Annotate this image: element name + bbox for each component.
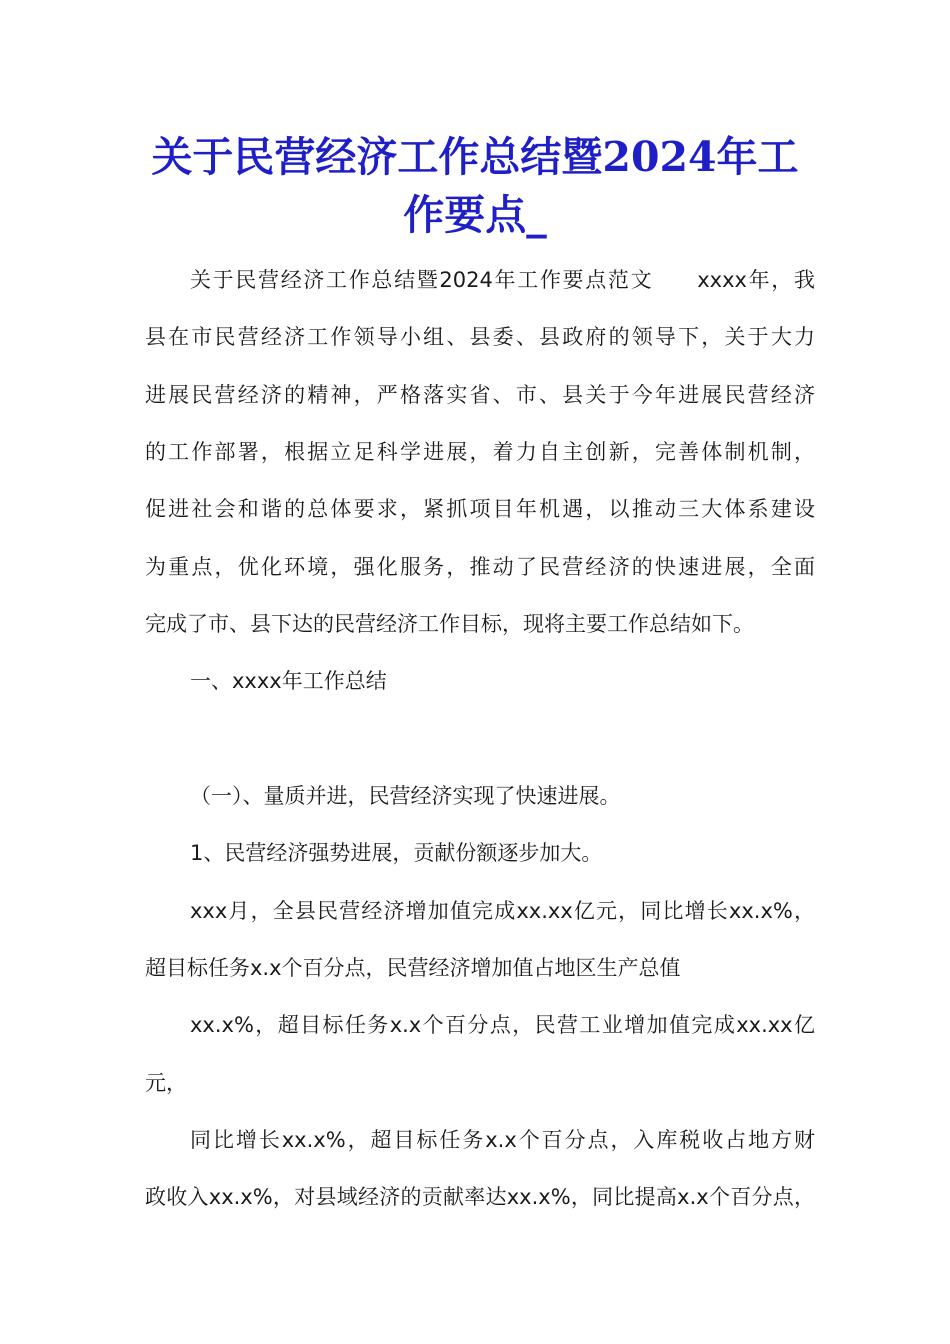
paragraph-intro-line1 [190, 265, 815, 295]
paragraph-intro-line: 的工作部署，根据立足科学进展，着力自主创新，完善体制机制， [145, 440, 815, 464]
document-title-line2: 作要点_ [403, 191, 547, 239]
document-title-line1: 关于民营经济工作总结暨2024年工 [151, 133, 799, 181]
section-heading-3: 1、民营经济强势进展，贡献份额逐步加大。 [190, 841, 603, 865]
section-heading-1: 一、xxxx年工作总结 [190, 669, 387, 693]
paragraph-line: 政收入xx.x%，对县域经济的贡献率达xx.x%，同比提高x.x个百分点， [145, 1185, 815, 1209]
paragraph-line: 超目标任务x.x个百分点，民营经济增加值占地区生产总值 [145, 956, 681, 980]
paragraph-intro-line: 为重点，优化环境，强化服务，推动了民营经济的快速进展，全面 [145, 555, 815, 579]
paragraph-intro-line: 完成了市、县下达的民营经济工作目标，现将主要工作总结如下。 [145, 612, 754, 636]
paragraph-line: xxx月，全县民营经济增加值完成xx.xx亿元，同比增长xx.x%， [190, 899, 815, 923]
paragraph-line: 元， [145, 1071, 187, 1095]
intro-text-part2: xxxx年，我 [697, 268, 815, 292]
paragraph-line: 同比增长xx.x%，超目标任务x.x个百分点，入库税收占地方财 [190, 1128, 815, 1152]
section-heading-2: （一）、量质并进，民营经济实现了快速进展。 [190, 784, 621, 808]
paragraph-intro-line: 县在市民营经济工作领导小组、县委、县政府的领导下，关于大力 [145, 325, 815, 349]
intro-text-part1: 关于民营经济工作总结暨2024年工作要点范文 [190, 268, 654, 292]
paragraph-line: xx.x%，超目标任务x.x个百分点，民营工业增加值完成xx.xx亿 [190, 1013, 815, 1037]
paragraph-intro-line: 进展民营经济的精神，严格落实省、市、县关于今年进展民营经济 [145, 383, 815, 407]
paragraph-intro-line: 促进社会和谐的总体要求，紧抓项目年机遇，以推动三大体系建设 [145, 497, 815, 521]
